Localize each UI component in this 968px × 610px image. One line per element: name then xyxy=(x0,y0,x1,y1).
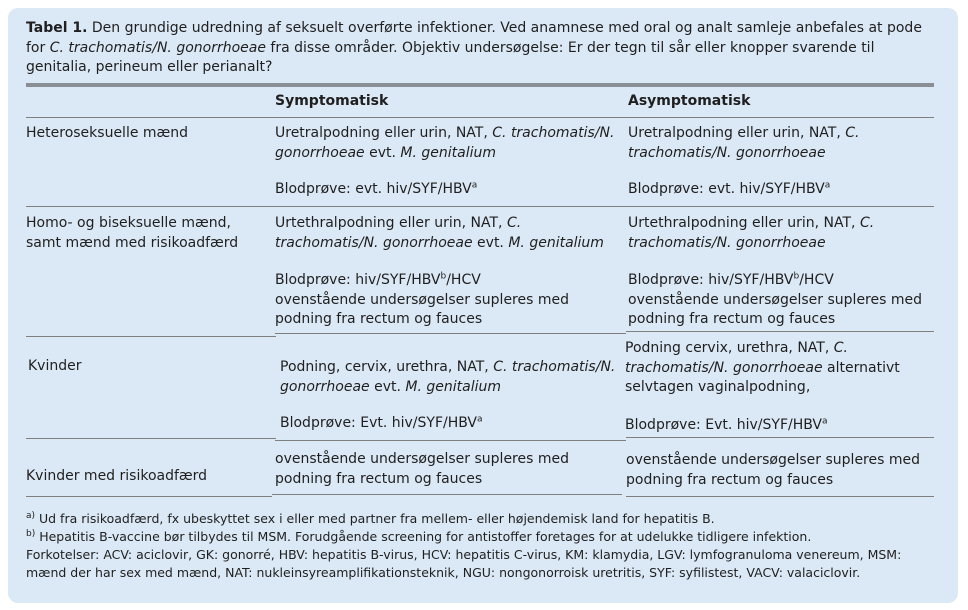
row-divider xyxy=(26,117,934,118)
abbreviations: Forkotelser: ACV: aciclovir, GK: gonorré, HBV: hepatitis B-virus, HCV: hepatitis C-virus, KM: klamydia, LGV: lymfogranuloma venereum, MSM: mænd der har sex med mænd, NAT: nukleinsyreamplifikationsteknik, NGU: nongonorroisk uretritis, SYF: syfilistest, VACV: valaciclovir. xyxy=(26,547,902,580)
cell-sym-kvinder: Podning, cervix, urethra, NAT, C. trachomatis/N. gonorrhoeae evt. M. genitalium xyxy=(280,359,616,395)
row-divider xyxy=(26,496,272,497)
row-divider xyxy=(26,438,276,439)
cell-asym-msm-blood: Blodprøve: hiv/SYF/HBV$^b$/HCV ovenstående undersøgelser supleres med podning fra rectum og fauces xyxy=(628,271,922,327)
header-asymptomatic: Asymptomatisk xyxy=(628,93,751,109)
row-group-kvinder-risiko: Kvinder med risikoadfærd xyxy=(26,468,208,484)
row-divider xyxy=(26,206,934,207)
row-divider xyxy=(275,440,626,441)
row-group-kvinder: Kvinder xyxy=(28,358,82,374)
cell-asym-hetero-blood: Blodprøve: evt. hiv/SYF/HBV$^a$ xyxy=(628,180,831,197)
table-footnotes xyxy=(26,510,936,582)
cell-asym-kvinder-blood: Blodprøve: Evt. hiv/SYF/HBV$^a$ xyxy=(625,416,828,433)
caption-label: Tabel 1. xyxy=(26,20,88,36)
cell-sym-hetero: Uretralpodning eller urin, NAT, C. trachomatis/N. gonorrhoeae evt. M. genitalium xyxy=(275,125,615,161)
caption-pathogens: C. trachomatis/N. gonorrhoeae xyxy=(49,39,266,56)
cell-asym-kvinder-risiko: ovenstående undersøgelser supleres med podning fra rectum og fauces xyxy=(626,452,920,488)
row-divider xyxy=(626,496,934,497)
cell-sym-msm: Urtethralpodning eller urin, NAT, C. trachomatis/N. gonorrhoeae evt. M. genitalium xyxy=(275,215,604,251)
row-divider xyxy=(26,336,276,337)
row-group-msm: Homo- og biseksuelle mænd, samt mænd med risikoadfærd xyxy=(26,215,239,251)
header-symptomatic: Symptomatisk xyxy=(275,93,389,109)
table-caption xyxy=(26,19,936,78)
cell-asym-kvinder: Podning cervix, urethra, NAT, C. trachomatis/N. gonorrhoeae alternativt selvtagen vaginalpodning, xyxy=(625,340,900,395)
caption-text-end: fra disse områder. Objektiv undersøgelse: Er der tegn til sår eller knopper svarende til genitalia, perineum eller perianalt? xyxy=(26,39,875,75)
row-divider xyxy=(626,437,934,438)
row-divider xyxy=(275,333,626,334)
header-rule xyxy=(26,83,934,87)
cell-sym-kvinder-risiko: ovenstående undersøgelser supleres med podning fra rectum og fauces xyxy=(275,451,569,487)
cell-sym-kvinder-blood: Blodprøve: Evt. hiv/SYF/HBV$^a$ xyxy=(280,414,483,431)
footnote-a: $^{a)}$ Ud fra risikoadfærd, fx ubeskyttet sex i eller med partner fra mellem- eller højendemisk land for hepatitis B. xyxy=(26,510,715,526)
cell-sym-hetero-blood: Blodprøve: evt. hiv/SYF/HBV$^a$ xyxy=(275,180,478,197)
cell-sym-msm-blood: Blodprøve: hiv/SYF/HBV$^b$/HCV ovenstående undersøgelser supleres med podning fra rectum og fauces xyxy=(275,271,569,327)
row-divider xyxy=(272,494,622,495)
caption-text: Den grundige udredning af seksuelt overførte infektioner. Ved anamnese med oral og analt samleje anbefales at pode for xyxy=(26,20,922,56)
row-group-heteroseksuelle: Heteroseksuelle mænd xyxy=(26,125,189,141)
cell-asym-msm: Urtethralpodning eller urin, NAT, C. trachomatis/N. gonorrhoeae xyxy=(628,215,875,251)
cell-asym-hetero: Uretralpodning eller urin, NAT, C. trachomatis/N. gonorrhoeae xyxy=(628,125,860,161)
row-divider xyxy=(626,331,934,332)
footnote-b: $^{b)}$ Hepatitis B-vaccine bør tilbydes til MSM. Forudgående screening for antistoffer foretages for at udelukke tidligere infektion. xyxy=(26,528,812,544)
